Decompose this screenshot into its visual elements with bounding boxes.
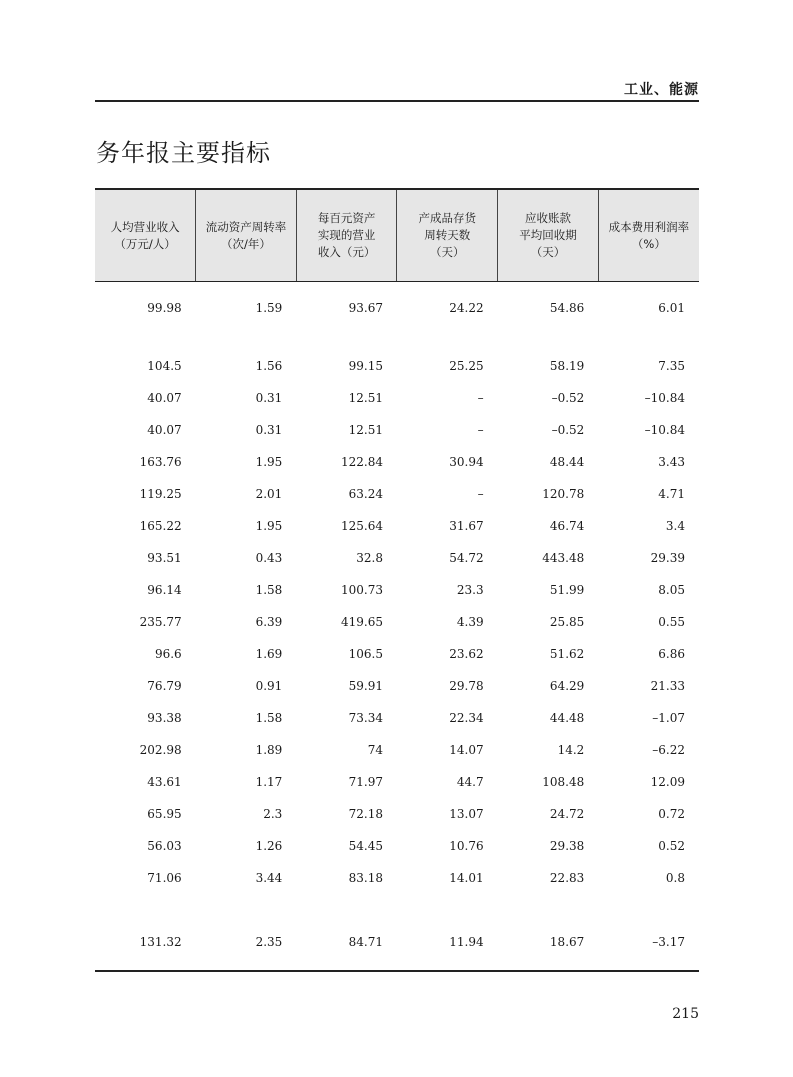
table-cell: 72.18 xyxy=(348,807,383,821)
table-cell: 120.78 xyxy=(542,487,585,501)
table-cell: 71.06 xyxy=(147,871,182,885)
table-cell: 13.07 xyxy=(449,807,484,821)
table-cell: 163.76 xyxy=(139,455,182,469)
table-cell: 99.15 xyxy=(348,359,383,373)
column-header-line: 实现的营业 xyxy=(317,228,376,242)
column-header-line: 每百元资产 xyxy=(317,211,376,225)
column-header-line: 周转天数 xyxy=(424,228,471,242)
table-cell: 71.97 xyxy=(348,775,383,789)
table-cell: 1.56 xyxy=(255,359,283,373)
table-cell: 2.01 xyxy=(255,487,283,501)
table-cell: 106.5 xyxy=(348,647,383,661)
table-cell: – xyxy=(477,391,484,405)
table-cell: –10.84 xyxy=(644,423,685,437)
table-cell xyxy=(296,894,397,926)
table-cell: 64.29 xyxy=(549,679,585,693)
table-cell: 3.4 xyxy=(665,519,685,533)
table-row xyxy=(95,574,699,606)
table-cell: 29.38 xyxy=(549,839,585,853)
table-cell xyxy=(196,318,297,350)
table-row xyxy=(95,702,699,734)
table-cell: 12.09 xyxy=(650,775,685,789)
table-cell: 14.2 xyxy=(557,743,585,757)
column-header-line: （天） xyxy=(530,245,566,259)
table-cell: 74 xyxy=(367,743,383,757)
table-cell: 93.67 xyxy=(348,301,383,315)
table-cell xyxy=(296,318,397,350)
table-cell: 6.39 xyxy=(255,615,283,629)
table-row xyxy=(95,382,699,414)
table-cell: 12.51 xyxy=(348,391,383,405)
table-cell: 1.95 xyxy=(255,455,283,469)
table-cell xyxy=(598,318,699,350)
table-row xyxy=(95,766,699,798)
table-cell: 51.99 xyxy=(549,583,585,597)
table-cell: 4.71 xyxy=(658,487,685,501)
indicator-table-wrapper xyxy=(95,188,699,972)
table-cell: 0.31 xyxy=(255,391,283,405)
table-cell: 63.24 xyxy=(348,487,383,501)
column-header-line: （%） xyxy=(631,236,666,251)
table-row xyxy=(95,606,699,638)
table-cell: 40.07 xyxy=(147,423,182,437)
column-header xyxy=(296,189,397,282)
column-header xyxy=(498,189,599,282)
table-row xyxy=(95,510,699,542)
column-header xyxy=(598,189,699,282)
table-cell: 0.52 xyxy=(658,839,685,853)
table-cell xyxy=(498,318,599,350)
table-cell: 11.94 xyxy=(397,926,498,971)
table-cell: –3.17 xyxy=(598,926,699,971)
table-row xyxy=(95,414,699,446)
column-header-line: 收入（元） xyxy=(317,245,376,259)
table-row xyxy=(95,282,699,319)
table-cell: 443.48 xyxy=(542,551,585,565)
table-cell: 48.44 xyxy=(549,455,585,469)
table-cell: 29.78 xyxy=(449,679,484,693)
table-cell xyxy=(598,894,699,926)
table-cell: 1.58 xyxy=(255,583,283,597)
table-cell: 23.62 xyxy=(449,647,484,661)
table-cell: 8.05 xyxy=(658,583,685,597)
table-cell: 0.72 xyxy=(658,807,685,821)
table-cell: 6.01 xyxy=(658,301,685,315)
table-spacer-row xyxy=(95,318,699,350)
table-cell: 46.74 xyxy=(549,519,585,533)
running-head xyxy=(95,78,699,102)
table-cell: 7.35 xyxy=(658,359,685,373)
table-cell: 23.3 xyxy=(456,583,484,597)
table-cell: 32.8 xyxy=(356,551,383,565)
table-cell: 0.8 xyxy=(665,871,685,885)
table-cell xyxy=(498,894,599,926)
table-cell: –0.52 xyxy=(551,423,585,437)
table-cell: 119.25 xyxy=(139,487,182,501)
table-cell: 24.72 xyxy=(549,807,585,821)
column-header-line: （天） xyxy=(430,245,465,259)
table-cell: 99.98 xyxy=(147,301,182,315)
table-cell: 104.5 xyxy=(147,359,182,373)
table-cell: 73.34 xyxy=(348,711,383,725)
table-cell: 84.71 xyxy=(296,926,397,971)
table-cell: –10.84 xyxy=(644,391,685,405)
table-cell: 51.62 xyxy=(549,647,585,661)
table-cell: 108.48 xyxy=(542,775,585,789)
table-header-row xyxy=(95,189,699,282)
column-header xyxy=(397,189,498,282)
page-number: 215 xyxy=(672,1006,699,1022)
table-row xyxy=(95,478,699,510)
table-cell: 24.22 xyxy=(449,301,484,315)
column-header-line: （万元/人） xyxy=(114,236,176,251)
column-header xyxy=(95,189,196,282)
table-cell: 83.18 xyxy=(348,871,383,885)
table-cell: 1.58 xyxy=(255,711,283,725)
column-header-line: 人均营业收入 xyxy=(110,219,180,234)
column-header-line: 流动资产周转率 xyxy=(205,219,287,234)
table-cell: 131.32 xyxy=(95,926,196,971)
table-cell: 40.07 xyxy=(147,391,182,405)
column-header-line: 产成品存货 xyxy=(418,211,477,225)
table-cell: 202.98 xyxy=(139,743,182,757)
table-cell: 3.43 xyxy=(658,455,685,469)
table-row xyxy=(95,830,699,862)
table-cell: 1.95 xyxy=(255,519,283,533)
table-body xyxy=(95,282,699,972)
table-cell: 59.91 xyxy=(348,679,383,693)
table-row xyxy=(95,798,699,830)
table-cell: –1.07 xyxy=(652,711,685,725)
table-header xyxy=(95,189,699,282)
table-cell: 419.65 xyxy=(340,615,383,629)
table-cell: 0.31 xyxy=(255,423,283,437)
table-cell: 10.76 xyxy=(449,839,484,853)
table-cell: 22.34 xyxy=(449,711,484,725)
table-cell: 0.55 xyxy=(658,615,685,629)
table-cell: –6.22 xyxy=(652,743,685,757)
table-cell: 0.91 xyxy=(255,679,283,693)
table-cell: 31.67 xyxy=(449,519,484,533)
table-cell: 93.51 xyxy=(147,551,182,565)
table-cell: 54.72 xyxy=(449,551,484,565)
table-cell: 6.86 xyxy=(658,647,685,661)
running-head-label: 工业、能源 xyxy=(624,82,699,98)
table-cell: 4.39 xyxy=(456,615,484,629)
table-row xyxy=(95,350,699,382)
page-title: 务年报主要指标 xyxy=(96,139,271,167)
table-cell xyxy=(196,894,297,926)
table-cell: 58.19 xyxy=(549,359,585,373)
table-row xyxy=(95,638,699,670)
table-cell: – xyxy=(477,487,484,501)
table-cell xyxy=(397,318,498,350)
table-cell: 29.39 xyxy=(650,551,685,565)
table-cell: 22.83 xyxy=(549,871,585,885)
table-cell: 96.14 xyxy=(147,583,182,597)
table-cell: 1.17 xyxy=(255,775,283,789)
table-cell: –0.52 xyxy=(551,391,585,405)
table-row xyxy=(95,446,699,478)
table-cell: 54.86 xyxy=(549,301,585,315)
table-row xyxy=(95,542,699,574)
table-cell: 44.48 xyxy=(549,711,585,725)
column-header-line: 应收账款 xyxy=(524,211,571,225)
table-cell: 122.84 xyxy=(340,455,383,469)
table-cell xyxy=(397,894,498,926)
table-cell: 12.51 xyxy=(348,423,383,437)
indicator-table xyxy=(95,188,699,972)
table-row xyxy=(95,862,699,894)
table-cell: 1.26 xyxy=(255,839,283,853)
table-cell: 25.25 xyxy=(449,359,484,373)
table-cell: 3.44 xyxy=(255,871,283,885)
table-cell: 96.6 xyxy=(154,647,182,661)
table-cell: 235.77 xyxy=(139,615,182,629)
table-cell: 125.64 xyxy=(340,519,383,533)
column-header-line: 成本费用利润率 xyxy=(608,219,690,234)
table-cell: 25.85 xyxy=(549,615,585,629)
table-cell: 93.38 xyxy=(147,711,182,725)
table-cell: 1.89 xyxy=(255,743,283,757)
table-row xyxy=(95,926,699,971)
table-cell: 56.03 xyxy=(147,839,182,853)
table-row xyxy=(95,670,699,702)
table-cell: 54.45 xyxy=(348,839,383,853)
table-cell xyxy=(95,318,196,350)
table-cell: – xyxy=(477,423,484,437)
table-cell: 1.59 xyxy=(255,301,283,315)
table-cell: 14.01 xyxy=(449,871,484,885)
table-cell: 2.3 xyxy=(263,807,283,821)
table-cell: 44.7 xyxy=(456,775,484,789)
table-cell: 165.22 xyxy=(139,519,182,533)
column-header-line: 平均回收期 xyxy=(519,228,577,242)
table-cell: 0.43 xyxy=(255,551,283,565)
table-cell: 21.33 xyxy=(650,679,685,693)
table-cell: 65.95 xyxy=(147,807,182,821)
table-cell: 14.07 xyxy=(449,743,484,757)
table-cell: 76.79 xyxy=(147,679,182,693)
column-header xyxy=(196,189,297,282)
table-cell xyxy=(95,894,196,926)
table-cell: 100.73 xyxy=(340,583,383,597)
table-cell: 18.67 xyxy=(498,926,599,971)
table-cell: 43.61 xyxy=(147,775,182,789)
table-cell: 1.69 xyxy=(255,647,283,661)
table-cell: 2.35 xyxy=(196,926,297,971)
table-row xyxy=(95,734,699,766)
table-spacer-row xyxy=(95,894,699,926)
table-cell: 30.94 xyxy=(449,455,484,469)
column-header-line: （次/年） xyxy=(221,236,271,251)
